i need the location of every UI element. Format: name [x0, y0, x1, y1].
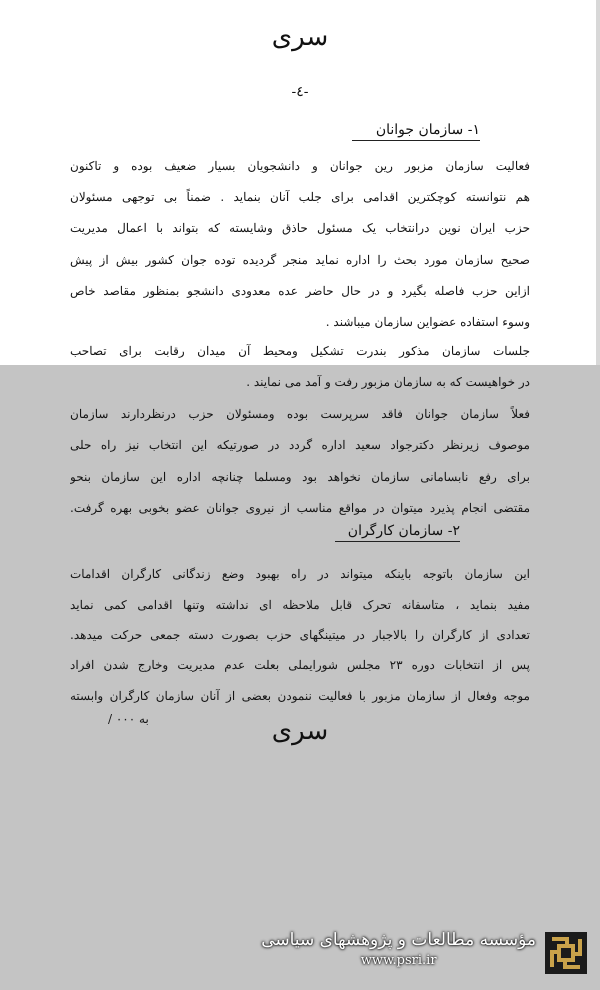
section1-heading: ۱- سازمان جوانان [352, 122, 480, 141]
section2-heading: ۲- سازمان کارگران [335, 523, 460, 542]
section1-line: در خواهیست که به سازمان مزبور رفت و آمد می نمایند . [246, 375, 530, 389]
section1-line: وسوء استفاده عضواین سازمان میباشند . [325, 315, 530, 329]
section1-line: جلسات سازمان مذکور بندرت تشکیل ومحیط آن میدان رقابت برای تصاحب [70, 344, 530, 358]
classification-bottom: سری [271, 716, 329, 746]
section2-line: موجه وفعال از سازمان مزبور با فعالیت ننمودن بعضی از آنان سازمان کارگران وابسته [70, 689, 530, 703]
section1-line: فعلاً سازمان جوانان فاقد سرپرست بوده ومسئولان حزب درنظردارند سازمان [70, 407, 530, 421]
section1-line: موصوف زیرنظر دکترجواد سعید اداره گردد در صورتیکه این انتخاب نیز راه حلی [70, 438, 530, 452]
paper-edge [596, 0, 600, 365]
section1-line: فعالیت سازمان مزبور رین جوانان و دانشجویان بسیار ضعیف بوده و تاکنون [70, 159, 530, 173]
section2-line: این سازمان باتوجه باینکه میتواند در راه بهبود وضع زندگانی کارگران اقدامات [70, 567, 530, 581]
watermark-url: www.psri.ir [360, 953, 437, 968]
section1-line: هم نتوانسته کوچکترین اقدامی برای جلب آنان بنماید . ضمناً بی توجهی مسئولان [70, 190, 530, 204]
section1-line: ازاین حزب فاصله بگیرد و در حال حاضر عده معدودی دانشجو بمنظور مقاصد خاص [70, 284, 530, 298]
section1-line: برای رفع نابسامانی سازمان نخواهد بود ومسلما چنانچه اداره این سازمان بنحو [70, 470, 530, 484]
section1-line: صحیح سازمان مورد بحث را اداره نماید منجر گردیده توده جوان کشور بیش از پیش [70, 253, 530, 267]
section2-line: پس از انتخابات دوره ۲۳ مجلس شورایملی بعلت عدم مدیریت وخارج شدن افراد [70, 658, 530, 672]
classification-top: سری [271, 22, 329, 52]
overlay-paper-sheet [0, 365, 600, 990]
section2-line: تعدادی از کارگران را بالاجبار در میتینگهای حزب بصورت دسته جمعی حرکت میدهد. [70, 628, 530, 642]
watermark-text [261, 930, 536, 968]
watermark-org-name: مؤسسه مطالعات و پژوهشهای سیاسی [261, 930, 536, 950]
section2-line: مفید بنماید ، متاسفانه تحرک قابل ملاحظه ای نداشته وتنها اقدامی کمی نماید [70, 598, 530, 612]
page-number: -٤- [291, 84, 309, 100]
continuation-reference: به ۰۰۰ / [108, 712, 149, 726]
section1-line: مقتضی انجام پذیرد میتوان در مواقع مناسب از نیروی جوانان عضو بخوبی بهره گرفت. [70, 501, 530, 515]
section1-line: حزب ایران نوین درانتخاب یک مسئول حاذق وشایسته که بتواند با اعمال مدیریت [70, 221, 530, 235]
top-paper-sheet [0, 0, 600, 365]
psri-logo-icon [545, 932, 587, 974]
